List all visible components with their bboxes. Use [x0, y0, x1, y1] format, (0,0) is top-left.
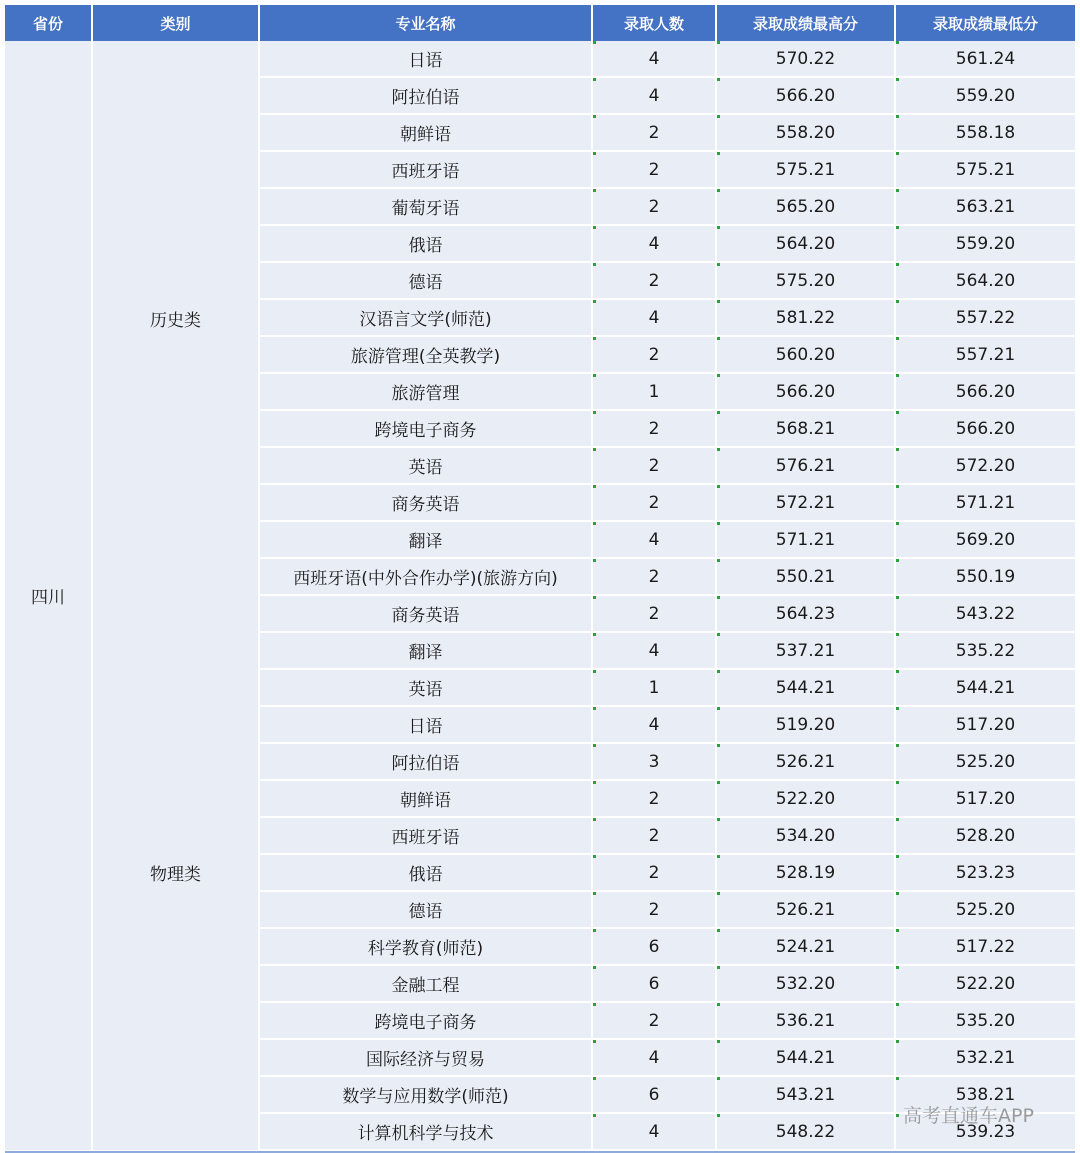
major-name-cell: 汉语言文学(师范)	[259, 299, 592, 336]
category-cell: 历史类	[92, 41, 259, 595]
min-score-cell: 544.21	[895, 669, 1075, 706]
major-name-cell: 朝鲜语	[259, 114, 592, 151]
province-cell: 四川	[5, 41, 92, 1150]
admitted-count-cell: 2	[592, 817, 716, 854]
max-score-cell: 566.20	[716, 373, 895, 410]
admitted-count-cell: 1	[592, 669, 716, 706]
max-score-cell: 572.21	[716, 484, 895, 521]
min-score-cell: 561.24	[895, 41, 1075, 77]
min-score-cell: 523.23	[895, 854, 1075, 891]
header-province: 省份	[5, 5, 92, 41]
watermark-text: 高考直通车APP	[903, 1105, 1034, 1127]
admitted-count-cell: 2	[592, 410, 716, 447]
min-score-cell: 559.20	[895, 77, 1075, 114]
major-name-cell: 跨境电子商务	[259, 410, 592, 447]
min-score-cell: 550.19	[895, 558, 1075, 595]
major-name-cell: 英语	[259, 447, 592, 484]
min-score-cell: 517.20	[895, 780, 1075, 817]
max-score-cell: 524.21	[716, 928, 895, 965]
admitted-count-cell: 4	[592, 521, 716, 558]
major-name-cell: 阿拉伯语	[259, 77, 592, 114]
admitted-count-cell: 4	[592, 41, 716, 77]
min-score-cell: 538.21	[895, 1076, 1075, 1113]
admitted-count-cell: 2	[592, 1002, 716, 1039]
min-score-cell: 535.20	[895, 1002, 1075, 1039]
major-name-cell: 西班牙语(中外合作办学)(旅游方向)	[259, 558, 592, 595]
table-body	[5, 41, 1075, 1150]
major-name-cell: 西班牙语	[259, 151, 592, 188]
min-score-cell: 557.22	[895, 299, 1075, 336]
major-name-cell: 商务英语	[259, 595, 592, 632]
max-score-cell: 565.20	[716, 188, 895, 225]
major-name-cell: 计算机科学与技术	[259, 1113, 592, 1150]
max-score-cell: 575.21	[716, 151, 895, 188]
admitted-count-cell: 2	[592, 558, 716, 595]
admitted-count-cell: 2	[592, 262, 716, 299]
major-name-cell: 朝鲜语	[259, 780, 592, 817]
admitted-count-cell: 4	[592, 299, 716, 336]
admitted-count-cell: 6	[592, 965, 716, 1002]
major-name-cell: 英语	[259, 669, 592, 706]
max-score-cell: 526.21	[716, 891, 895, 928]
admitted-count-cell: 4	[592, 1039, 716, 1076]
major-name-cell: 国际经济与贸易	[259, 1039, 592, 1076]
max-score-cell: 570.22	[716, 41, 895, 77]
admitted-count-cell: 4	[592, 77, 716, 114]
category-cell: 物理类	[92, 595, 259, 1150]
max-score-cell: 571.21	[716, 521, 895, 558]
min-score-cell: 566.20	[895, 373, 1075, 410]
min-score-cell: 569.20	[895, 521, 1075, 558]
major-name-cell: 金融工程	[259, 965, 592, 1002]
min-score-cell: 532.21	[895, 1039, 1075, 1076]
max-score-cell: 519.20	[716, 706, 895, 743]
max-score-cell: 548.22	[716, 1113, 895, 1150]
major-name-cell: 翻译	[259, 632, 592, 669]
min-score-cell: 571.21	[895, 484, 1075, 521]
min-score-cell: 539.23	[895, 1113, 1075, 1150]
table-row	[5, 595, 1075, 632]
admitted-count-cell: 2	[592, 151, 716, 188]
admitted-count-cell: 2	[592, 780, 716, 817]
max-score-cell: 534.20	[716, 817, 895, 854]
admitted-count-cell: 6	[592, 1076, 716, 1113]
admitted-count-cell: 2	[592, 595, 716, 632]
min-score-cell: 558.18	[895, 114, 1075, 151]
max-score-cell: 568.21	[716, 410, 895, 447]
admitted-count-cell: 2	[592, 484, 716, 521]
table-row	[5, 41, 1075, 77]
max-score-cell: 550.21	[716, 558, 895, 595]
max-score-cell: 528.19	[716, 854, 895, 891]
min-score-cell: 564.20	[895, 262, 1075, 299]
major-name-cell: 旅游管理(全英教学)	[259, 336, 592, 373]
min-score-cell: 575.21	[895, 151, 1075, 188]
header-category: 类别	[92, 5, 259, 41]
min-score-cell: 572.20	[895, 447, 1075, 484]
admitted-count-cell: 2	[592, 447, 716, 484]
max-score-cell: 536.21	[716, 1002, 895, 1039]
major-name-cell: 德语	[259, 891, 592, 928]
major-name-cell: 跨境电子商务	[259, 1002, 592, 1039]
major-name-cell: 科学教育(师范)	[259, 928, 592, 965]
max-score-cell: 566.20	[716, 77, 895, 114]
admitted-count-cell: 4	[592, 706, 716, 743]
admitted-count-cell: 4	[592, 632, 716, 669]
max-score-cell: 564.20	[716, 225, 895, 262]
major-name-cell: 俄语	[259, 225, 592, 262]
max-score-cell: 537.21	[716, 632, 895, 669]
major-name-cell: 日语	[259, 41, 592, 77]
header-max-score: 录取成绩最高分	[716, 5, 895, 41]
admitted-count-cell: 2	[592, 336, 716, 373]
max-score-cell: 575.20	[716, 262, 895, 299]
admission-table-container	[5, 5, 1075, 1153]
max-score-cell: 576.21	[716, 447, 895, 484]
major-name-cell: 数学与应用数学(师范)	[259, 1076, 592, 1113]
major-name-cell: 旅游管理	[259, 373, 592, 410]
major-name-cell: 翻译	[259, 521, 592, 558]
min-score-cell: 528.20	[895, 817, 1075, 854]
min-score-cell: 517.22	[895, 928, 1075, 965]
major-name-cell: 日语	[259, 706, 592, 743]
admitted-count-cell: 4	[592, 225, 716, 262]
admitted-count-cell: 2	[592, 114, 716, 151]
min-score-cell: 559.20	[895, 225, 1075, 262]
max-score-cell: 558.20	[716, 114, 895, 151]
min-score-cell: 525.20	[895, 891, 1075, 928]
min-score-cell: 517.20	[895, 706, 1075, 743]
min-score-cell: 522.20	[895, 965, 1075, 1002]
major-name-cell: 俄语	[259, 854, 592, 891]
min-score-cell: 525.20	[895, 743, 1075, 780]
min-score-cell: 535.22	[895, 632, 1075, 669]
max-score-cell: 522.20	[716, 780, 895, 817]
max-score-cell: 560.20	[716, 336, 895, 373]
header-min-score: 录取成绩最低分	[895, 5, 1075, 41]
max-score-cell: 544.21	[716, 669, 895, 706]
admitted-count-cell: 6	[592, 928, 716, 965]
max-score-cell: 532.20	[716, 965, 895, 1002]
min-score-cell: 543.22	[895, 595, 1075, 632]
admitted-count-cell: 2	[592, 891, 716, 928]
min-score-cell: 566.20	[895, 410, 1075, 447]
major-name-cell: 商务英语	[259, 484, 592, 521]
min-score-cell: 557.21	[895, 336, 1075, 373]
admitted-count-cell: 2	[592, 854, 716, 891]
max-score-cell: 544.21	[716, 1039, 895, 1076]
major-name-cell: 德语	[259, 262, 592, 299]
major-name-cell: 葡萄牙语	[259, 188, 592, 225]
header-major-name: 专业名称	[259, 5, 592, 41]
max-score-cell: 526.21	[716, 743, 895, 780]
min-score-cell: 563.21	[895, 188, 1075, 225]
admitted-count-cell: 1	[592, 373, 716, 410]
max-score-cell: 581.22	[716, 299, 895, 336]
max-score-cell: 543.21	[716, 1076, 895, 1113]
major-name-cell: 西班牙语	[259, 817, 592, 854]
admitted-count-cell: 2	[592, 188, 716, 225]
header-admitted-count: 录取人数	[592, 5, 716, 41]
max-score-cell: 564.23	[716, 595, 895, 632]
admission-table	[5, 5, 1075, 1151]
admitted-count-cell: 3	[592, 743, 716, 780]
major-name-cell: 阿拉伯语	[259, 743, 592, 780]
admitted-count-cell: 4	[592, 1113, 716, 1150]
header-row	[5, 5, 1075, 41]
